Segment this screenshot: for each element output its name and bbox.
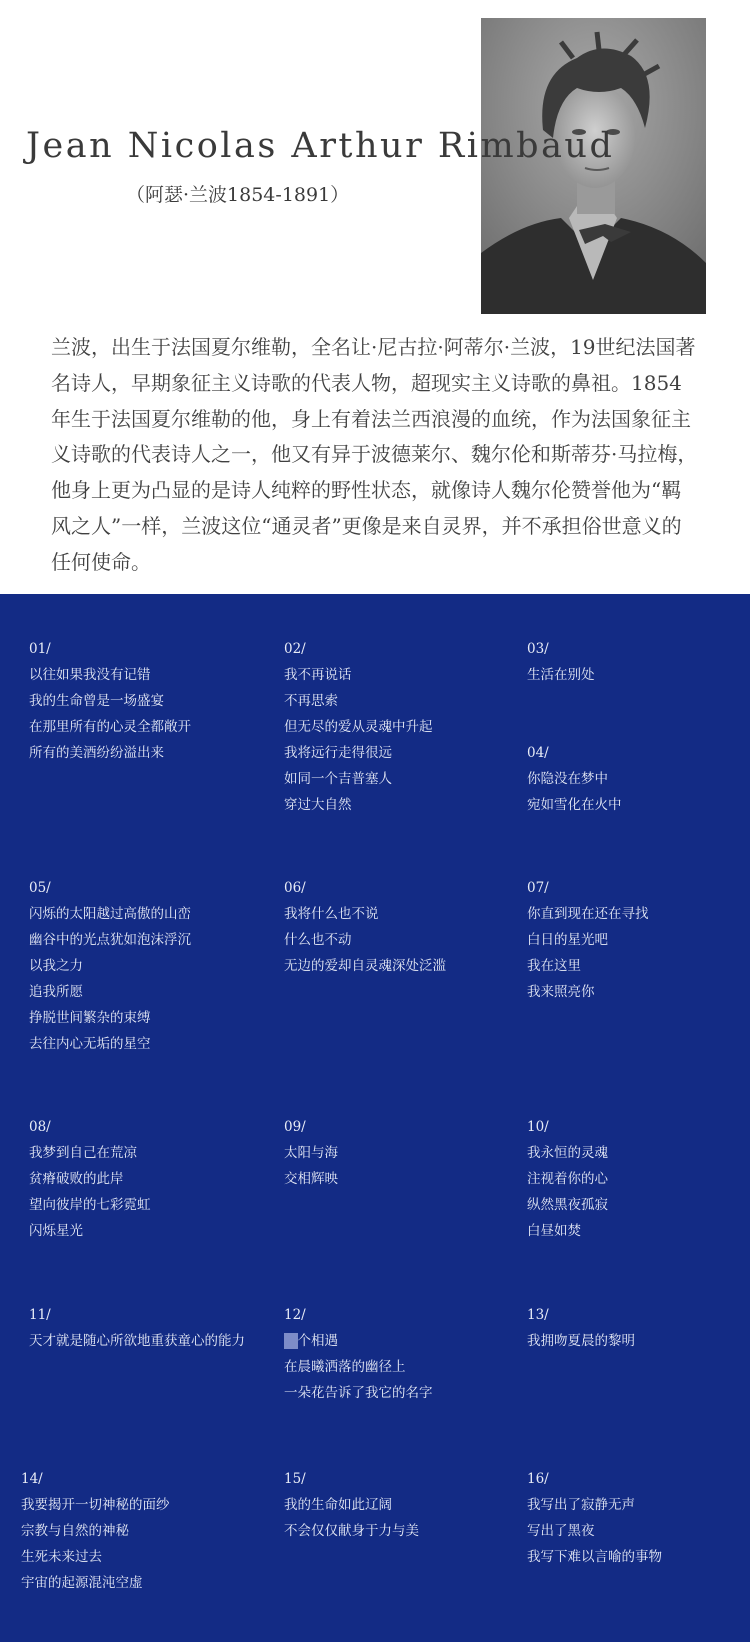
stanza-12	[284, 1302, 433, 1406]
stanza-line: 宛如雪化在火中	[527, 797, 622, 813]
stanza-05	[29, 875, 191, 1057]
stanza-line: 挣脱世间繁杂的束缚	[29, 1010, 151, 1026]
rimbaud-portrait-photo	[481, 18, 706, 314]
stanza-14	[21, 1466, 170, 1596]
stanza-line: 太阳与海	[284, 1145, 338, 1161]
stanza-line: 但无尽的爱从灵魂中升起	[284, 719, 433, 735]
stanza-number: 13/	[527, 1307, 549, 1323]
stanza-line: 闪烁星光	[29, 1223, 83, 1239]
stanza-number: 09/	[284, 1119, 306, 1135]
stanza-line: 你隐没在梦中	[527, 771, 608, 787]
stanza-line: 注视着你的心	[527, 1171, 608, 1187]
stanza-15	[284, 1466, 419, 1544]
stanza-16	[527, 1466, 662, 1570]
stanza-line: 我来照亮你	[527, 984, 595, 1000]
stanza-number: 02/	[284, 641, 306, 657]
stanza-line: 我永恒的灵魂	[527, 1145, 608, 1161]
stanza-10	[527, 1114, 608, 1244]
stanza-line: 生死未来过去	[21, 1549, 102, 1565]
stanza-line: 我的生命如此辽阔	[284, 1497, 392, 1513]
stanza-line: 我写出了寂静无声	[527, 1497, 635, 1513]
stanza-07	[527, 875, 649, 1005]
stanza-line: 生活在别处	[527, 667, 595, 683]
stanza-line: 望向彼岸的七彩霓虹	[29, 1197, 151, 1213]
stanza-line: 你直到现在还在寻找	[527, 906, 649, 922]
stanza-08	[29, 1114, 151, 1244]
stanza-line: 以往如果我没有记错	[29, 667, 151, 683]
stanza-01	[29, 636, 191, 766]
stanza-11	[29, 1302, 245, 1354]
stanza-line: 一朵花告诉了我它的名字	[284, 1385, 433, 1401]
stanza-line: 闪烁的太阳越过高傲的山峦	[29, 906, 191, 922]
stanza-number: 01/	[29, 641, 51, 657]
stanza-number: 14/	[21, 1471, 43, 1487]
stanza-line: 我要揭开一切神秘的面纱	[21, 1497, 170, 1513]
stanza-number: 08/	[29, 1119, 51, 1135]
stanza-line: 去往内心无垢的星空	[29, 1036, 151, 1052]
stanza-line: 宇宙的起源混沌空虚	[21, 1575, 143, 1591]
stanza-13	[527, 1302, 635, 1354]
stanza-line: 白昼如焚	[527, 1223, 581, 1239]
stanza-line: 追我所愿	[29, 984, 83, 1000]
stanza-number: 16/	[527, 1471, 549, 1487]
stanza-line: 交相辉映	[284, 1171, 338, 1187]
stanza-line: 纵然黑夜孤寂	[527, 1197, 608, 1213]
stanza-line: 无边的爱却自灵魂深处泛滥	[284, 958, 446, 974]
stanza-number: 05/	[29, 880, 51, 896]
stanza-line: 在晨曦洒落的幽径上	[284, 1359, 406, 1375]
stanza-line: 白日的星光吧	[527, 932, 608, 948]
stanza-02	[284, 636, 433, 818]
stanza-line: 我在这里	[527, 958, 581, 974]
stanza-line: 所有的美酒纷纷溢出来	[29, 745, 164, 761]
highlight-mark	[284, 1333, 298, 1349]
stanza-line: 不再思索	[284, 693, 338, 709]
poet-biography: 兰波，出生于法国夏尔维勒，全名让·尼古拉·阿蒂尔·兰波，19世纪法国著名诗人，早期象征主义诗歌的代表人物，超现实主义诗歌的鼻祖。1854年生于法国夏尔维勒的他，身上有着法兰西浪漫的血统，作为法国象征主义诗歌的代表诗人之一，他又有异于波德莱尔、魏尔伦和斯蒂芬·马拉梅，他身上更为凸显的是诗人纯粹的野性状态，就像诗人魏尔伦赞誉他为“羁风之人”一样，兰波这位“通灵者”更像是来自灵界，并不承担俗世意义的任何使命。	[51, 335, 698, 574]
stanza-number: 04/	[527, 745, 549, 761]
stanza-line: 我将远行走得很远	[284, 745, 392, 761]
stanza-line: 我的生命曾是一场盛宴	[29, 693, 164, 709]
poem-quotes-section	[0, 594, 750, 1642]
stanza-line: 如同一个吉普塞人	[284, 771, 392, 787]
stanza-09	[284, 1114, 338, 1192]
stanza-number: 06/	[284, 880, 306, 896]
stanza-line: 以我之力	[29, 958, 83, 974]
stanza-line: 我不再说话	[284, 667, 352, 683]
stanza-line: 天才就是随心所欲地重获童心的能力	[29, 1333, 245, 1349]
stanza-number: 11/	[29, 1307, 51, 1323]
stanza-number: 15/	[284, 1471, 306, 1487]
stanza-line: 我梦到自己在荒凉	[29, 1145, 137, 1161]
stanza-03	[527, 636, 595, 688]
stanza-line: 写出了黑夜	[527, 1523, 595, 1539]
stanza-06	[284, 875, 446, 979]
stanza-line: 穿过大自然	[284, 797, 352, 813]
stanza-line: 我将什么也不说	[284, 906, 379, 922]
stanza-line	[284, 1328, 433, 1354]
stanza-line: 我写下难以言喻的事物	[527, 1549, 662, 1565]
intro-section	[0, 0, 750, 594]
stanza-line: 不会仅仅献身于力与美	[284, 1523, 419, 1539]
stanza-number: 10/	[527, 1119, 549, 1135]
stanza-number: 07/	[527, 880, 549, 896]
stanza-line: 宗教与自然的神秘	[21, 1523, 129, 1539]
stanza-number: 03/	[527, 641, 549, 657]
stanza-line-text: 个相遇	[297, 1333, 338, 1349]
stanza-number: 12/	[284, 1307, 306, 1323]
poet-name-english: Jean Nicolas Arthur Rimbaud	[26, 126, 615, 166]
stanza-line: 我拥吻夏晨的黎明	[527, 1333, 635, 1349]
stanza-line: 贫瘠破败的此岸	[29, 1171, 124, 1187]
stanza-line: 幽谷中的光点犹如泡沫浮沉	[29, 932, 191, 948]
stanza-line: 在那里所有的心灵全都敞开	[29, 719, 191, 735]
poet-name-chinese: （阿瑟·兰波1854-1891）	[126, 184, 350, 206]
stanza-line: 什么也不动	[284, 932, 352, 948]
stanza-04	[527, 740, 622, 818]
